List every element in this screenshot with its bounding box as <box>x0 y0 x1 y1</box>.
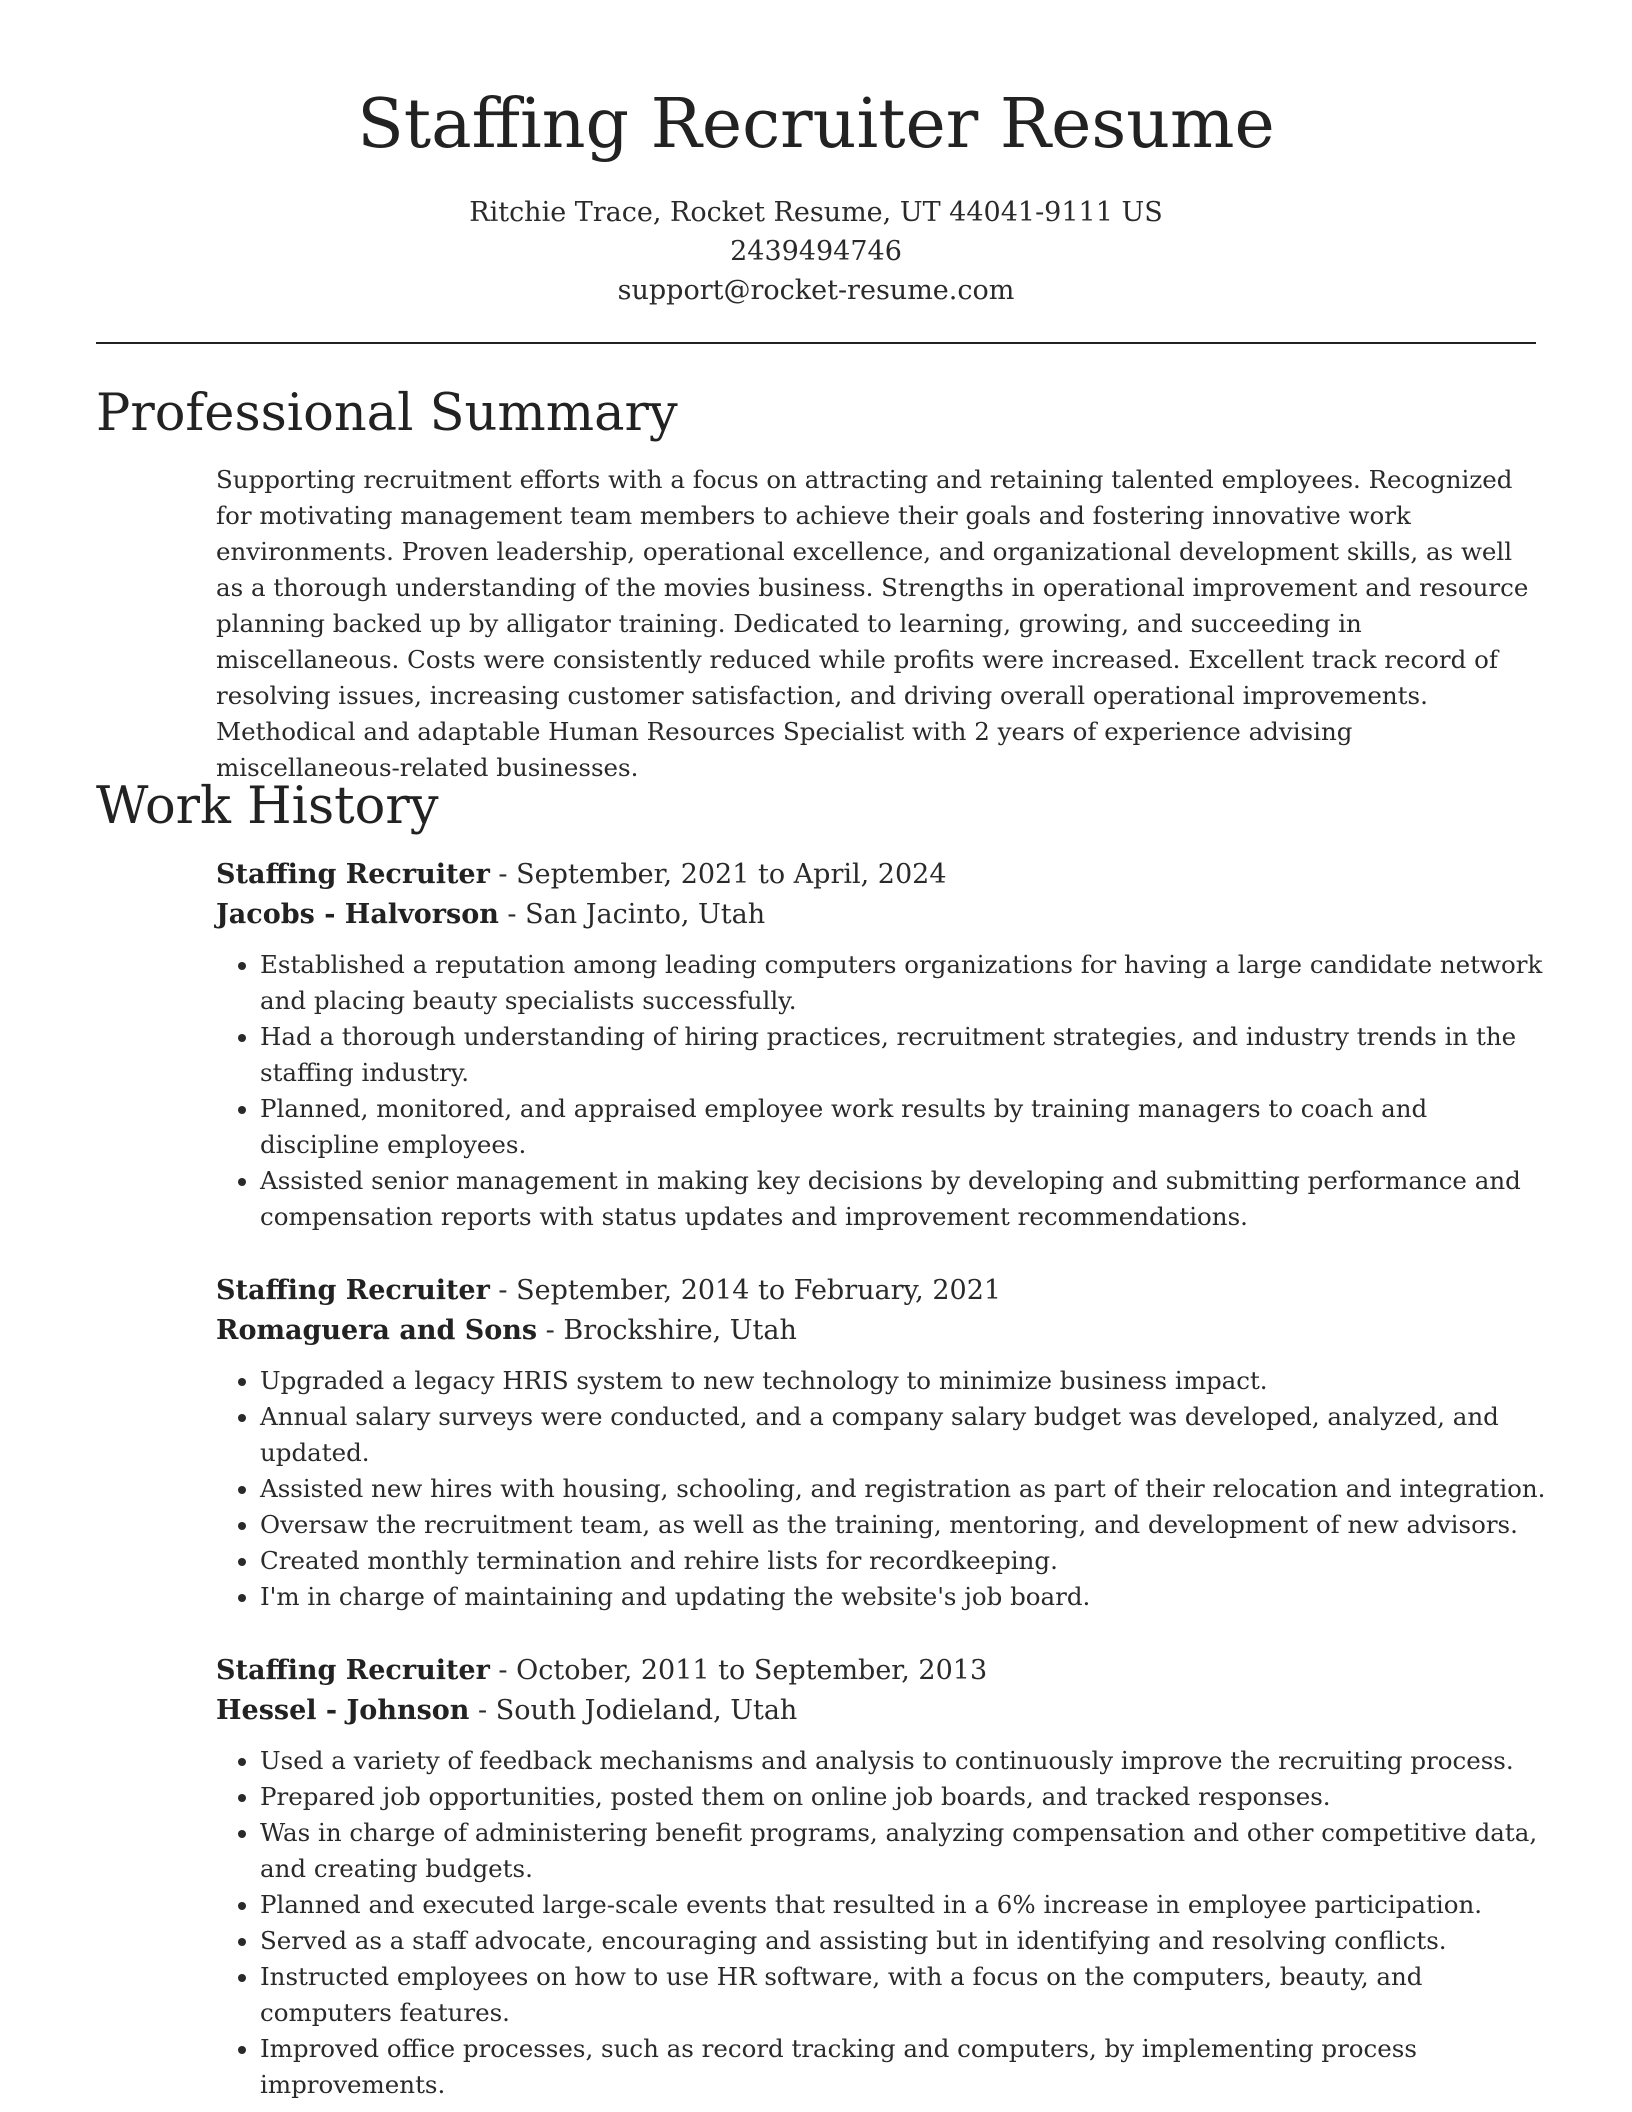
job-bullet: • Instructed employees on how to use HR software, with a focus on the computers, beauty, and computers features. <box>260 1959 1546 2031</box>
job-title: Staffing Recruiter <box>216 859 490 890</box>
job-bullet-list <box>216 947 1546 1235</box>
job-bullet: • Oversaw the recruitment team, as well as the training, mentoring, and development of new advisors. <box>260 1507 1546 1543</box>
job-separator: - <box>489 1275 517 1306</box>
job-location: Brockshire, Utah <box>563 1315 797 1346</box>
job-bullet: • Planned and executed large-scale events that resulted in a 6% increase in employee participation. <box>260 1887 1546 1923</box>
contact-email: support@rocket-resume.com <box>617 275 1015 306</box>
job-separator: - <box>489 859 517 890</box>
job-bullet: • Served as a staff advocate, encouraging and assisting but in identifying and resolving conflicts. <box>260 1923 1546 1959</box>
job-location: San Jacinto, Utah <box>525 899 766 930</box>
summary-text: Supporting recruitment efforts with a focus on attracting and retaining talented employees. Recognized for motivating management team members to achieve their goals and fostering innovative work environments. Proven leadership, operational excellence, and organizational development skills, as well as a thorough understanding of the movies business. Strengths in operational improvement and resource planning backed up by alligator training. Dedicated to learning, growing, and succeeding in miscellaneous. Costs were consistently reduced while profits were increased. Excellent track record of resolving issues, increasing customer satisfaction, and driving overall operational improvements. Methodical and adaptable Human Resources Specialist with 2 years of experience advising miscellaneous-related businesses. <box>216 465 1529 782</box>
job-dates: October, 2011 to September, 2013 <box>516 1655 988 1686</box>
job-company: Hessel - Johnson <box>216 1695 470 1726</box>
job-title-line <box>216 1651 1546 1691</box>
job-bullet-list <box>216 1743 1546 2103</box>
contact-phone: 2439494746 <box>730 236 902 267</box>
job-location: South Jodieland, Utah <box>495 1695 798 1726</box>
job-bullet: • Established a reputation among leading computers organizations for having a large candidate network and placing beauty specialists successfully. <box>260 947 1546 1019</box>
job-title-line <box>216 1271 1546 1311</box>
job-bullet: • Created monthly termination and rehire lists for recordkeeping. <box>260 1543 1546 1579</box>
job-title: Staffing Recruiter <box>216 1275 490 1306</box>
job-bullet: • Assisted new hires with housing, schooling, and registration as part of their relocation and integration. <box>260 1471 1546 1507</box>
job-title: Staffing Recruiter <box>216 1655 490 1686</box>
job-bullet: • Improved office processes, such as record tracking and computers, by implementing process improvements. <box>260 2031 1546 2103</box>
job-title-line <box>216 855 1546 895</box>
job-bullet: • Used a variety of feedback mechanisms and analysis to continuously improve the recruiting process. <box>260 1743 1546 1779</box>
job-separator: - <box>489 1655 517 1686</box>
contact-block <box>0 193 1632 310</box>
job-bullet: • Was in charge of administering benefit programs, analyzing compensation and other competitive data, and creating budgets. <box>260 1815 1546 1887</box>
job-company-line <box>216 895 1546 935</box>
job-company-line <box>216 1311 1546 1351</box>
job-separator: - <box>537 1315 564 1346</box>
job-bullet: • I'm in charge of maintaining and updating the website's job board. <box>260 1579 1546 1615</box>
job-separator: - <box>469 1695 496 1726</box>
job-entry <box>216 1271 1546 1615</box>
job-company: Jacobs - Halvorson <box>216 899 499 930</box>
job-bullet: • Assisted senior management in making key decisions by developing and submitting performance and compensation reports with status updates and improvement recommendations. <box>260 1163 1546 1235</box>
job-bullet: • Prepared job opportunities, posted them on online job boards, and tracked responses. <box>260 1779 1546 1815</box>
job-separator: - <box>498 899 526 930</box>
header-divider <box>96 342 1536 344</box>
job-entry <box>216 1651 1546 2103</box>
job-entry <box>216 855 1546 1235</box>
resume-title: Staffing Recruiter Resume <box>357 85 1275 164</box>
contact-address: Ritchie Trace, Rocket Resume, UT 44041-9111 US <box>469 197 1163 228</box>
job-bullet: • Had a thorough understanding of hiring practices, recruitment strategies, and industry trends in the staffing industry. <box>260 1019 1546 1091</box>
job-bullet: • Planned, monitored, and appraised employee work results by training managers to coach and discipline employees. <box>260 1091 1546 1163</box>
job-bullet: • Upgraded a legacy HRIS system to new technology to minimize business impact. <box>260 1363 1546 1399</box>
work-history-heading: Work History <box>96 777 439 836</box>
job-bullet: • Annual salary surveys were conducted, and a company salary budget was developed, analyzed, and updated. <box>260 1399 1546 1471</box>
job-company-line <box>216 1691 1546 1731</box>
job-company: Romaguera and Sons <box>216 1315 538 1346</box>
job-bullet-list <box>216 1363 1546 1615</box>
summary-heading: Professional Summary <box>96 384 678 443</box>
job-dates: September, 2014 to February, 2021 <box>516 1275 1002 1306</box>
job-dates: September, 2021 to April, 2024 <box>516 859 947 890</box>
